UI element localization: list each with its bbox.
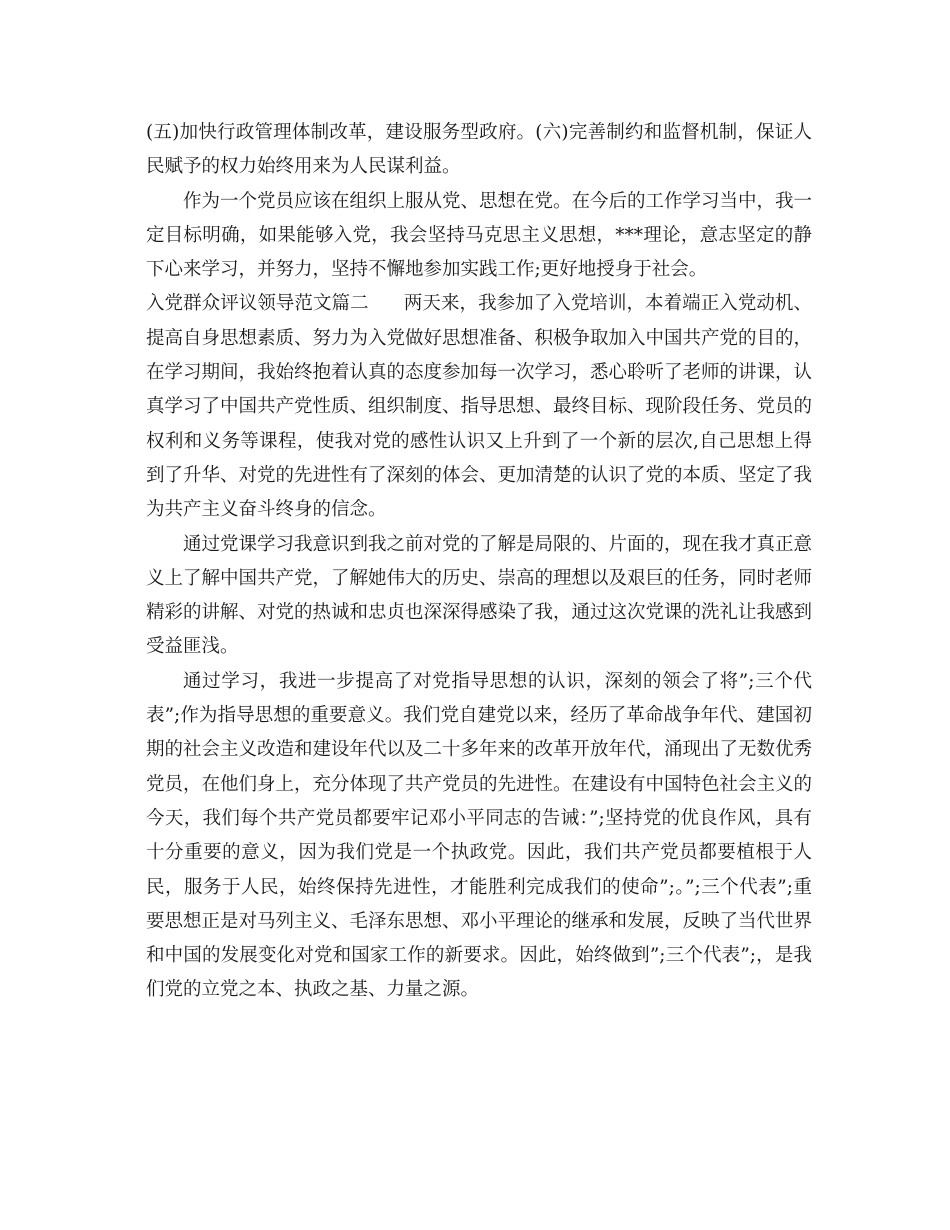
paragraph-reform-items: (五)加快行政管理体制改革，建设服务型政府。(六)完善制约和监督机制，保证人民赋予的权力始终用来为人民谋利益。 (146, 122, 812, 178)
document-body (146, 116, 812, 1008)
article-two-heading: 入党群众评议领导范文篇二 (146, 293, 369, 315)
article-two-text: 两天来，我参加了入党培训，本着端正入党动机、提高自身思想素质、努力为入党做好思想准备、积极争取加入中国共产党的目的，在学习期间，我始终抱着认真的态度参加每一次学习，悉心聆听了老师的讲课，认真学习了中国共产党性质、组织制度、指导思想、最终目标、现阶段任务、党员的权利和义务等课程，使我对党的感性认识又上升到了一个新的层次,自己思想上得到了升华、对党的先进性有了深刻的体会、更加清楚的认识了党的本质、坚定了我为共产主义奋斗终身的信念。 (146, 293, 813, 521)
paragraph-party-class-reflection: 通过党课学习我意识到我之前对党的了解是局限的、片面的，现在我才真正意义上了解中国共产党，了解她伟大的历史、崇高的理想以及艰巨的任务，同时老师精彩的讲解、对党的热诚和忠贞也深深得感染了我，通过这次党课的洗礼让我感到受益匪浅。 (146, 533, 813, 658)
paragraph-three-represents: 通过学习，我进一步提高了对党指导思想的认识，深刻的领会了将”;三个代表”;作为指导思想的重要意义。我们党自建党以来，经历了革命战争年代、建国初期的社会主义改造和建设年代以及二十多年来的改革开放年代，涌现出了无数优秀党员，在他们身上，充分体现了共产党员的先进性。在建设有中国特色社会主义的今天，我们每个共产党员都要牢记邓小平同志的告诫：”;坚持党的优良作风，具有十分重要的意义，因为我们党是一个执政党。因此，我们共产党员都要植根于人民，服务于人民，始终保持先进性，才能胜利完成我们的使命”;。”;三个代表”;重要思想正是对马列主义、毛泽东思想、邓小平理论的继承和发展，反映了当代世界和中国的发展变化对党和国家工作的新要求。因此，始终做到”;三个代表”;，是我们党的立党之本、执政之基、力量之源。 (146, 670, 813, 1001)
paragraph-party-member-duty: 作为一个党员应该在组织上服从党、思想在党。在今后的工作学习当中，我一定目标明确，如果能够入党，我会坚持马克思主义思想，***理论，意志坚定的静下心来学习，并努力，坚持不懈地参加实践工作;更好地授身于社会。 (146, 190, 813, 281)
paragraph-article-two (146, 287, 812, 527)
